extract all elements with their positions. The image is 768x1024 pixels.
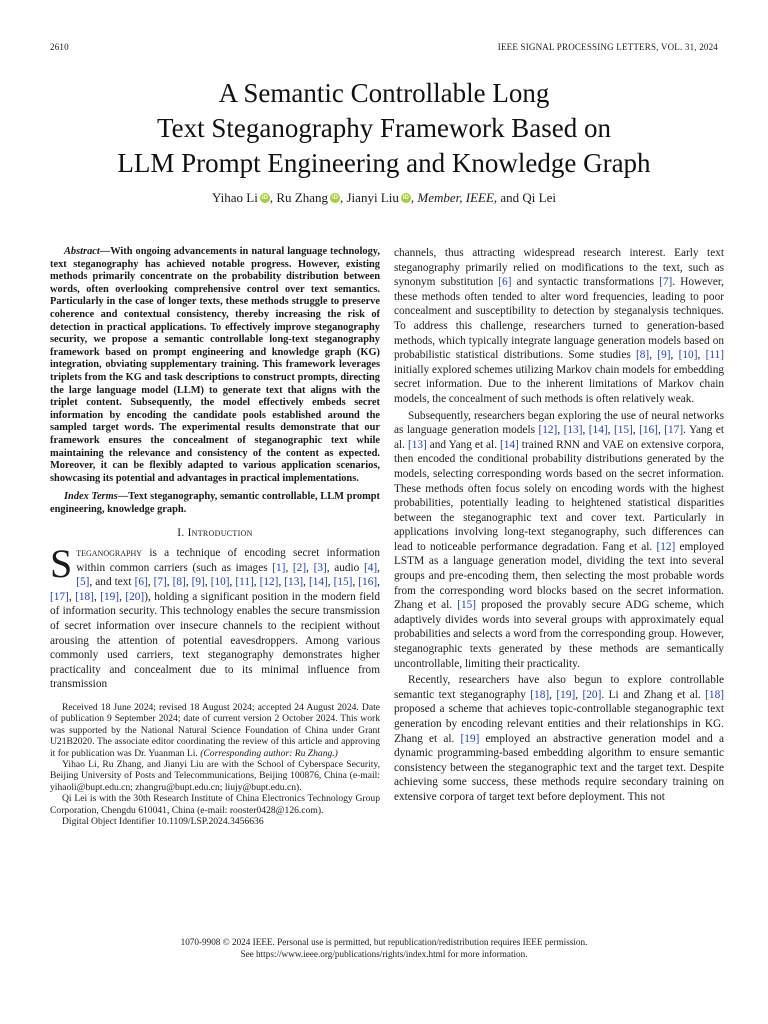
index-terms [50,491,380,516]
paper-title [40,76,728,181]
text-run: trained RNN and VAE on extensive corpora, then encoded the conditional probability distributions generated by the models, selecting corresponding words based on the secret information. These methods often focus solely on encoding words with the highest probabilities, potentially leading to heightened statistical disparities between the steganographic text and cover text. Particularly in applications involving long-text steganography, such differences can lead to noticeable performance degradation. Fang et al. [394,438,724,553]
intro-first-word: teganography [76,547,143,560]
text-run: , [253,576,260,589]
text-run: , [303,576,309,589]
text-run: and Yang et al. [426,438,500,451]
page-number: 2610 [50,42,69,52]
citation-link[interactable]: [8] [636,349,650,362]
text-run: , audio [326,561,364,574]
citation-link[interactable]: [13] [284,576,304,589]
title-line: LLM Prompt Engineering and Knowledge Graph [117,148,651,178]
citation-link[interactable]: [13] [407,438,427,451]
citation-link[interactable]: [17] [664,424,684,437]
text-run: , [352,576,359,589]
citation-link[interactable]: [19] [556,688,576,701]
footnote-affiliation: Qi Lei is with the 30th Research Institute of China Electronics Technology Group Corporation, Chengdu 610041, China (e-mail: rooster0428@126.com). [50,793,380,816]
body-paragraph [394,246,724,407]
citation-link[interactable]: [19] [460,732,480,745]
section-numeral: I. [177,527,185,540]
intro-paragraph [50,541,380,692]
section-heading [50,526,380,541]
citation-link[interactable]: [13] [563,424,583,437]
citation-link[interactable]: [14] [308,576,328,589]
rights-link-line: See https://www.ieee.org/publications/rights/index.html for more information. [240,948,528,959]
citation-link[interactable]: [20] [582,688,602,701]
text-run: , [93,590,101,603]
citation-link[interactable]: [8] [172,576,186,589]
text-run: channels, thus attracting widespread research interest. Early text steganography primarily relied on modifications to the text, such as synonym substitution [394,247,724,289]
text-run: . However, these methods often tended to alter word frequencies, leading to poor concealment and susceptibility to detection by steganalysis techniques. To address this challenge, researchers turned to generation-based methods, which typically integrate language generation models based on probabilistic statistical distributions. Some studies [394,276,724,362]
citation-link[interactable]: [11] [235,576,254,589]
citation-link[interactable]: [6] [498,276,512,289]
abstract-lead: Abstract [64,246,100,257]
citation-link[interactable]: [4] [363,561,378,574]
left-column [50,246,380,827]
citation-link[interactable]: [15] [457,599,477,612]
citation-link[interactable]: [7] [659,276,673,289]
author-name: and Qi Lei [500,190,556,205]
citation-link[interactable]: [14] [588,424,608,437]
text-run: ), holding a significant position in the modern field of information security. This technology enables the secure transmission of secret information over insecure channels to the recipient without arousing the attention of potential eavesdroppers. Among various commonly used carriers, text steganography demonstrates higher practicality and concealment due to its minimal influence from transmission [50,590,380,691]
journal-header: IEEE SIGNAL PROCESSING LETTERS, VOL. 31, 2024 [497,42,718,52]
footnote-affiliation: Yihao Li, Ru Zhang, and Jianyi Liu are with the School of Cyberspace Security, Beijing University of Posts and Telecommunications, Beijing 100876, China (e-mail: yihaoli@bupt.edu.cn; zhangru@bupt.edu.cn; liujy@bupt.edu.cn). [50,759,380,793]
index-terms-text: —Text steganography, semantic controllable, LLM prompt engineering, knowledge graph. [50,491,380,515]
citation-link[interactable]: [9] [191,576,205,589]
citation-link[interactable]: [10] [678,349,698,362]
text-run: , [327,576,334,589]
citation-link[interactable]: [12] [259,576,279,589]
text-run: , [119,590,126,603]
text-run: , and text [89,576,135,589]
author-name: Jianyi Liu [346,190,399,205]
text-run: , [582,424,589,437]
citation-link[interactable]: [1] [272,561,286,574]
citation-link[interactable]: [18] [75,590,94,603]
text-run: and syntactic transformations [511,276,660,289]
author-membership: Member, IEEE, [417,190,498,205]
footnote-text: Received 18 June 2024; revised 18 August 2024; accepted 24 August 2024. Date of publication 9 September 2024; date of current version 2 October 2024. This work was supported by the National Natural Science Foundation of China under Grant U21B2020. The associate editor coordinating the review of this article and approving it for publication was Dr. Yuanman Li. [50,702,380,759]
text-run: proposed the provably secure ADG scheme, which adaptively divides words into several groups with approximately equal probabilities and selects a word from the corresponding group. However, steganographic texts generated by these methods are semantically uncontrollable, limiting their practicality. [394,599,724,670]
citation-link[interactable]: [2] [292,561,307,574]
text-run: is a technique of encoding secret information within common carriers (such as images [76,547,380,574]
footnotes [50,702,380,827]
citation-link[interactable]: [14] [500,438,519,451]
text-run: , [166,576,173,589]
citation-link[interactable]: [3] [313,561,327,574]
citation-link[interactable]: [16] [639,424,658,437]
text-run: initially explored schemes utilizing Markov chain models for embedding secret information. Due to the inherent limitations of Markov chain models, the concealment of such methods is often relatively weak. [394,363,724,405]
text-run: , [285,561,293,574]
abstract [50,246,380,485]
orcid-icon[interactable]: iD [261,195,268,201]
text-run: . Yang et al. [394,424,724,451]
text-run: employed LSTM as a language generation model, dividing the text into several groups and pre-encoding them, then selecting the most probable words from the corresponding word blocks based on the secret information. Zhang et al. [394,540,724,612]
citation-link[interactable]: [18] [705,688,724,701]
footnote-doi: Digital Object Identifier 10.1109/LSP.2024.3456636 [62,816,264,828]
title-line: A Semantic Controllable Long [218,78,550,108]
citation-link[interactable]: [16] [358,576,378,589]
text-run: , [657,424,665,437]
author-list: Yihao Li iD , Ru Zhang iD , Jianyi Liu iD , Member, IEEE, and Qi Lei [212,190,556,205]
citation-link[interactable]: [6] [134,576,148,589]
citation-link[interactable]: [11] [705,349,724,362]
text-run: , [377,576,380,589]
text-run: , [607,424,614,437]
text-run: Subsequently, researchers began exploring the use of neural networks as language generation models [394,409,724,437]
citation-link[interactable]: [12] [538,424,558,437]
index-terms-lead: Index Terms [64,491,118,503]
text-run: employed an abstractive generation model and a dynamic programming-based embedding algorithm to ensure semantic consistency between the steganographic text and the target text. Despite achieving some success, these methods require secondary training on extensive corpora of target text before deployment. This not [394,732,724,803]
text-run: , [229,576,236,589]
section-title: Introduction [187,527,253,540]
citation-link[interactable]: [12] [656,540,676,553]
text-run: , [575,688,583,701]
citation-link[interactable]: [7] [153,576,167,589]
text-run: , [649,349,658,362]
footnote-received [50,702,380,759]
text-run: , [557,424,564,437]
citation-link[interactable]: [19] [100,590,120,603]
author-name: Yihao Li [212,190,258,205]
citation-link[interactable]: [18] [530,688,550,701]
body-paragraph [394,409,724,672]
right-column [394,246,724,805]
citation-link[interactable]: [15] [613,424,633,437]
text-run: Recently, researchers have also begun to explore controllable semantic text steganography [394,674,724,701]
orcid-icon[interactable]: iD [402,195,409,201]
text-run: , [68,590,76,603]
text-run: , [147,576,154,589]
citation-link[interactable]: [9] [657,349,671,362]
text-run: proposed a scheme that achieves topic-controllable steganographic text generation by encoding relevant entities and their relationships in KG. Zhang et al. [394,703,724,745]
text-run: , [697,349,706,362]
citation-link[interactable]: [5] [76,576,90,589]
text-run: , [549,688,557,701]
copyright-footer [40,937,728,960]
citation-link[interactable]: [17] [50,590,69,603]
text-run: , [632,424,640,437]
text-run: , [377,561,380,574]
citation-link[interactable]: [15] [333,576,353,589]
copyright-line: 1070-9908 © 2024 IEEE. Personal use is permitted, but republication/redistribution requires IEEE permission. [180,937,588,947]
text-run: , [204,576,211,589]
citation-link[interactable]: [20] [125,590,145,603]
text-run: , [670,349,679,362]
abstract-text: —With ongoing advancements in natural language technology, text steganography has achieved notable progress. However, existing methods primarily concentrate on the probability distribution between words, often overlooking comprehensive control over text semantics. Particularly in the case of longer texts, these methods struggle to preserve coherence and contextual consistency, thereby increasing the risk of detection in practical applications. To effectively improve steganography security, we propose a semantic controllable long-text steganography framework based on prompt engineering and knowledge graph (KG) integration, obviating supplementary training. This framework leverages triplets from the KG and task descriptions to construct prompts, directing the large language model (LLM) to generate text that aligns with the triplet content. Subsequently, the model effectively embeds secret information by encoding the candidate pools established around the sampled target words. The experimental results demonstrate that our framework ensures the concealment of steganographic text while maintaining the relevance and consistency of the content as expected. Moreover, it can be flexibly adapted to various application scenarios, showcasing its potential and advantages in practical implementations. [50,246,380,484]
text-run: , [185,576,192,589]
citation-link[interactable]: [10] [210,576,230,589]
title-line: Text Steganography Framework Based on [156,113,611,143]
corresponding-author: (Corresponding author: Ru Zhang.) [200,747,338,759]
author-name: Ru Zhang [276,190,328,205]
orcid-icon[interactable]: iD [332,195,338,201]
body-paragraph [394,673,724,804]
text-run: . Li and Zhang et al. [601,688,706,701]
drop-cap: S [50,541,73,587]
text-run: , [306,561,314,574]
text-run: , [278,576,285,589]
